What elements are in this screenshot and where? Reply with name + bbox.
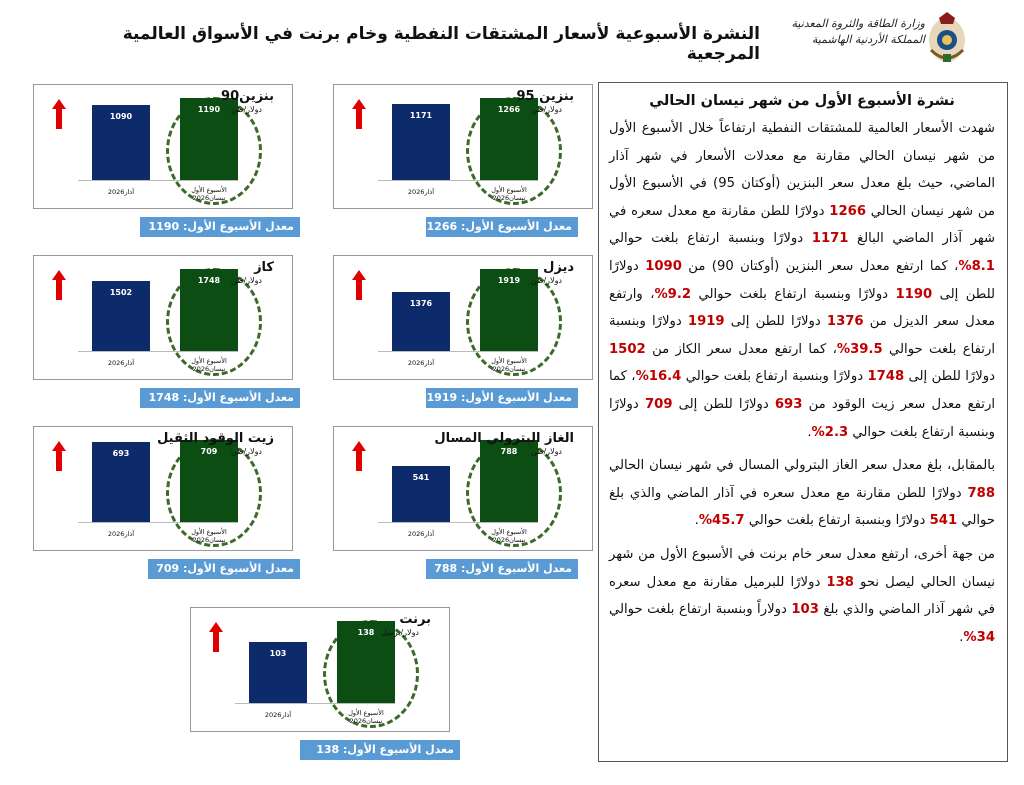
chart-unit-label: دولار/طن	[230, 276, 262, 285]
chart-axis	[378, 522, 538, 523]
x-tick-label: الأسبوع الأول نيسان2026	[491, 357, 527, 373]
text-span: دولارًا للطن إلى	[724, 314, 827, 330]
text-span: ، وارتفع معدل سعر الديزل من	[609, 286, 996, 330]
highlight-value: 1171	[811, 231, 849, 247]
highlight-value: 39.5%	[836, 341, 883, 357]
chart-unit-label: دولار/طن	[230, 105, 262, 114]
data-label: 693	[112, 449, 130, 458]
highlight-value: 45.7%	[698, 513, 745, 529]
highlight-value: 16.4%	[635, 369, 682, 385]
text-span: دولارًا وبنسبة ارتفاع بلغت حوالي	[744, 513, 930, 529]
text-span: .	[959, 629, 964, 645]
text-span: دولارًا وبنسبة ارتفاع بلغت حوالي	[609, 396, 995, 440]
x-tick-label: الأسبوع الأول نيسان2026	[491, 186, 527, 202]
up-arrow-icon	[52, 441, 66, 471]
highlight-value: 709	[644, 396, 673, 412]
text-span: دولارًا للبرميل مقارنة مع معدل سعره في شهر آذار الماضي والذي بلغ	[609, 574, 995, 618]
chart-title: بنزين90	[221, 89, 274, 104]
highlight-value: 1090	[645, 258, 682, 274]
page-title: النشرة الأسبوعية لأسعار المشتقات النفطية وخام برنت في الأسواق العالمية المرجعية	[122, 24, 760, 64]
text-span: .	[694, 513, 699, 529]
up-arrow-icon	[209, 622, 223, 652]
chart-title: برنت	[399, 612, 431, 627]
x-tick-label: آذار2026	[407, 530, 435, 538]
chart-axis	[78, 351, 238, 352]
chart-axis	[78, 522, 238, 523]
x-tick-label: الأسبوع الأول نيسان2026	[491, 528, 527, 544]
highlight-value: 1376	[826, 314, 864, 330]
highlight-value: 693	[774, 396, 803, 412]
weekly-average-caption: معدل الأسبوع الأول: 788	[426, 559, 578, 579]
highlight-value: 103	[791, 602, 819, 618]
chart-title: بنزين 95	[516, 89, 574, 104]
price-chart	[33, 426, 293, 551]
weekly-average-caption: معدل الأسبوع الأول: 1190	[140, 217, 300, 237]
data-label: 788	[500, 447, 518, 456]
ministry-name	[791, 16, 925, 48]
data-label: 1090	[109, 112, 133, 121]
x-tick-label: الأسبوع الأول نيسان2026	[191, 186, 227, 202]
price-chart	[333, 426, 593, 551]
chart-title: كاز	[254, 260, 274, 275]
x-tick-label: آذار2026	[107, 359, 135, 367]
highlight-value: 34%	[963, 629, 995, 645]
data-label: 1502	[109, 288, 133, 297]
up-arrow-icon	[352, 270, 366, 300]
highlight-value: 2.3%	[811, 424, 849, 440]
data-label: 1919	[497, 276, 521, 285]
chart-axis	[235, 703, 395, 704]
text-span: دولاراً وبنسبة ارتفاع بلغت حوالي	[609, 602, 792, 618]
highlight-value: 788	[967, 485, 995, 501]
text-span: دولارًا وبنسبة ارتفاع بلغت حوالي	[609, 314, 996, 357]
weekly-average-caption: معدل الأسبوع الأول: 709	[148, 559, 300, 579]
x-tick-label: الأسبوع الأول نيسان2026	[348, 709, 384, 725]
highlight-value: 541	[929, 513, 958, 529]
highlight-value: 9.2%	[654, 286, 692, 302]
up-arrow-icon	[352, 441, 366, 471]
weekly-average-caption: معدل الأسبوع الأول: 138	[300, 740, 460, 760]
data-label: 1190	[197, 105, 221, 114]
weekly-average-caption: معدل الأسبوع الأول: 1266	[426, 217, 578, 237]
price-chart	[33, 84, 293, 209]
price-chart	[333, 84, 593, 209]
article-paragraph-2	[609, 452, 995, 535]
data-label: 1748	[197, 276, 221, 285]
text-span: دولارًا للطن مقارنة مع معدل سعره في آذار الماضي والذي بلغ حوالي	[609, 485, 995, 529]
text-span: دولارًا وبنسبة ارتفاع بلغت حوالي	[691, 286, 896, 302]
x-tick-label: آذار2026	[264, 711, 292, 719]
article-paragraph-3	[609, 541, 995, 651]
text-span: ، كما ارتفع معدل سعر الكاز من	[645, 341, 837, 357]
highlight-value: 1190	[895, 286, 933, 302]
x-tick-label: الأسبوع الأول نيسان2026	[191, 357, 227, 373]
chart-title: الغاز البترولي المسال	[434, 431, 574, 446]
x-tick-label: آذار2026	[107, 188, 135, 196]
highlight-value: 8.1%	[958, 258, 995, 274]
ministry-line-1: وزارة الطاقة والثروة المعدنية	[791, 17, 925, 30]
highlight-value: 138	[826, 574, 854, 590]
chart-unit-label: دولار/طن	[530, 447, 562, 456]
chart-unit-label: دولار/طن	[530, 276, 562, 285]
up-arrow-icon	[52, 270, 66, 300]
text-span: دولارًا وبنسبة ارتفاع بلغت حوالي	[681, 369, 868, 385]
x-tick-label: آذار2026	[407, 359, 435, 367]
chart-axis	[378, 180, 538, 181]
x-tick-label: آذار2026	[107, 530, 135, 538]
highlight-value: 1919	[687, 314, 725, 330]
data-label: 541	[412, 473, 430, 482]
text-span: ، كما ارتفع معدل سعر زيت الوقود من	[609, 369, 995, 412]
text-span: من جهة أخرى، ارتفع معدل سعر خام برنت في الأسبوع الأول من شهر نيسان الحالي ليصل نحو	[609, 546, 995, 590]
text-span: ، كما ارتفع معدل سعر البنزين (أوكتان 90) من	[681, 258, 959, 274]
x-tick-label: آذار2026	[407, 188, 435, 196]
article-paragraph-1	[609, 115, 995, 446]
text-span: دولارًا للطن إلى	[609, 258, 995, 302]
data-label: 709	[200, 447, 218, 456]
chart-unit-label: دولار/برميل	[381, 628, 419, 637]
up-arrow-icon	[52, 99, 66, 129]
price-chart	[190, 607, 450, 732]
data-label: 1171	[409, 111, 433, 120]
text-span: .	[807, 424, 812, 440]
chart-unit-label: دولار/طن	[530, 105, 562, 114]
x-tick-label: الأسبوع الأول نيسان2026	[191, 528, 227, 544]
data-label: 138	[357, 628, 375, 637]
data-label: 103	[269, 649, 287, 658]
chart-title: ديزل	[543, 260, 574, 275]
text-span: دولارًا للطن إلى	[904, 369, 995, 385]
chart-title: زيت الوقود الثقيل	[157, 431, 274, 446]
chart-unit-label: دولار/طن	[230, 447, 262, 456]
jordan-emblem-icon	[925, 10, 969, 66]
data-label: 1266	[497, 105, 521, 114]
highlight-value: 1748	[867, 369, 905, 385]
data-label: 1376	[409, 299, 433, 308]
weekly-average-caption: معدل الأسبوع الأول: 1748	[140, 388, 300, 408]
article-title: نشرة الأسبوع الأول من شهر نيسان الحالي	[649, 93, 955, 109]
text-span: دولارًا وبنسبة ارتفاع بلغت حوالي	[609, 231, 812, 247]
price-chart	[33, 255, 293, 380]
chart-axis	[378, 351, 538, 352]
highlight-value: 1502	[609, 341, 646, 357]
text-span: بالمقابل، بلغ معدل سعر الغاز البترولي المسال في شهر نيسان الحالي	[609, 458, 995, 474]
price-chart	[333, 255, 593, 380]
up-arrow-icon	[352, 99, 366, 129]
text-span: دولارًا للطن إلى	[672, 396, 775, 412]
weekly-average-caption: معدل الأسبوع الأول: 1919	[426, 388, 578, 408]
chart-axis	[78, 180, 238, 181]
text-span: شهدت الأسعار العالمية للمشتقات النفطية ارتفاعاً خلال الأسبوع الأول من شهر نيسان الحالي مقارنة مع معدلات الأسعار في شهر آذار الماضي، حيث بلغ معدل سعر البنزين (أوكتان 95) في الأسبوع الأول من شهر نيسان الحالي	[609, 121, 996, 219]
text-span: دولارًا للطن مقارنة مع معدل سعره في شهر آذار الماضي البالغ	[609, 203, 995, 247]
highlight-value: 1266	[829, 203, 867, 219]
ministry-line-2: المملكة الأردنية الهاشمية	[811, 33, 925, 46]
bulletin-article	[598, 82, 1008, 762]
